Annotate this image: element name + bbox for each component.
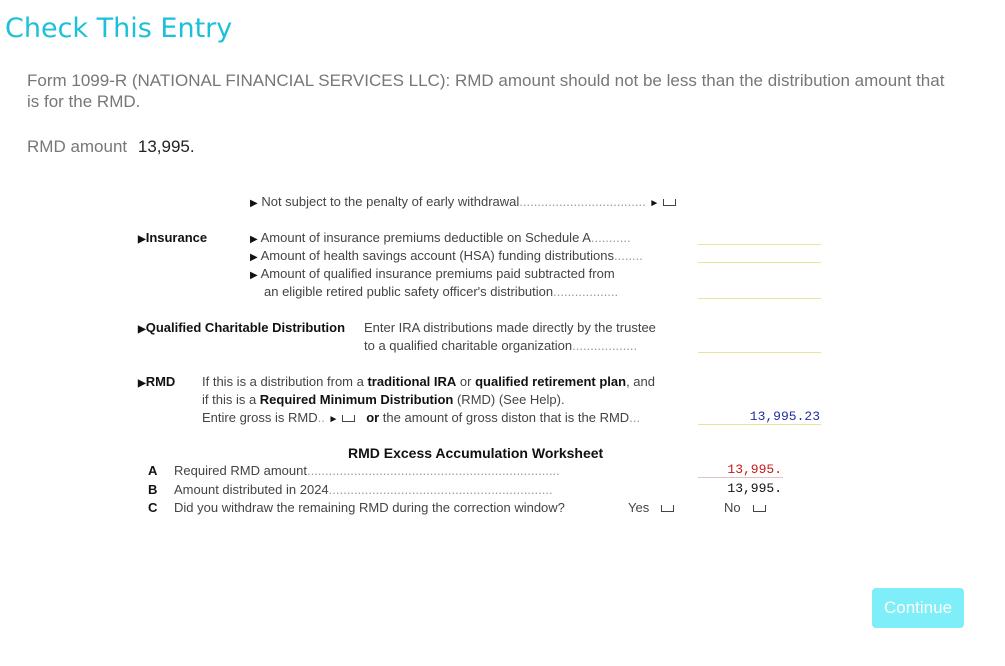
qualified-plan-text: qualified retirement plan [475, 374, 627, 389]
rmd-line-1 [202, 374, 655, 389]
entire-gross-checkbox[interactable] [342, 415, 355, 422]
insurance-label: Insurance [145, 230, 208, 245]
qcd-line-2-label: to a qualified charitable organization [364, 338, 573, 353]
qcd-label: Qualified Charitable Distribution [145, 320, 346, 335]
no-checkbox[interactable] [753, 505, 766, 512]
qcd-section [138, 320, 345, 335]
required-rmd-label: Required RMD amount [174, 463, 307, 478]
traditional-ira-text: traditional IRA [367, 374, 457, 389]
rmd-line-1-text: If this is a distribution from a [202, 374, 368, 389]
required-rmd-value[interactable]: 13,995. [727, 462, 782, 477]
rmd-line-2 [202, 392, 565, 407]
qcd-line-1: Enter IRA distributions made directly by the trustee [364, 320, 656, 335]
rmd-portion-label: the amount of gross diston that is the RMD [379, 410, 630, 425]
leader-dots: ...................................................................... [306, 463, 560, 478]
row-letter-c: C [148, 500, 158, 515]
yes-checkbox[interactable] [661, 505, 674, 512]
triangle-icon: ▶ [250, 234, 258, 245]
rmd-amount-label: RMD amount [27, 137, 128, 156]
not-subject-checkbox[interactable] [663, 199, 676, 206]
yes-label: Yes [628, 500, 650, 515]
row-letter-a: A [148, 463, 158, 478]
leader-dots: ................................... [519, 194, 646, 209]
rmd-amount-field [27, 137, 195, 157]
rmd-term-text: Required Minimum Distribution [259, 392, 454, 407]
rmd-portion-value[interactable]: 13,995.23 [749, 409, 820, 424]
triangle-icon: ▶ [250, 252, 258, 263]
arrow-icon: ► [649, 198, 660, 209]
leader-dots: ........... [590, 230, 631, 245]
triangle-icon: ▶ [250, 270, 258, 281]
insurance-section [138, 230, 207, 245]
row-letter-b: B [148, 482, 158, 497]
insurance-line-1-label: Amount of insurance premiums deductible on Schedule A [260, 230, 591, 245]
public-safety-premium-input[interactable] [698, 284, 821, 299]
leader-dots: .............................................................. [328, 482, 553, 497]
qcd-amount-input[interactable] [698, 338, 821, 353]
rmd-label: RMD [145, 374, 176, 389]
rmd-line-1-or: or [456, 374, 476, 389]
triangle-icon: ▶ [138, 324, 146, 335]
hsa-funding-input[interactable] [698, 248, 821, 263]
insurance-line-3-label: Amount of qualified insurance premiums paid subtracted from [260, 266, 615, 281]
page-title: Check This Entry [5, 13, 233, 44]
leader-dots: ........ [613, 248, 643, 263]
schedule-a-premium-input[interactable] [698, 230, 821, 245]
rmd-line-3 [202, 410, 640, 425]
entire-gross-label: Entire gross is RMD [202, 410, 318, 425]
amount-distributed-value: 13,995. [727, 481, 782, 496]
or-text: or [366, 410, 380, 425]
amount-distributed-label: Amount distributed in 2024 [174, 482, 329, 497]
yes-option[interactable] [628, 500, 674, 515]
not-subject-row [250, 194, 676, 209]
rmd-line-2-text: if this is a [202, 392, 260, 407]
error-message: Form 1099-R (NATIONAL FINANCIAL SERVICES LLC): RMD amount should not be less than the distribution amount that is for the RMD. [27, 71, 945, 111]
correction-window-question: Did you withdraw the remaining RMD during the correction window? [174, 500, 565, 515]
arrow-icon: ► [328, 414, 339, 425]
insurance-line-3 [250, 266, 615, 281]
insurance-line-1 [250, 230, 631, 245]
required-rmd-row [174, 463, 560, 478]
not-subject-label: Not subject to the penalty of early withdrawal [261, 194, 520, 209]
leader-dots: .................. [572, 338, 638, 353]
triangle-icon: ▶ [138, 378, 146, 389]
form-1099r-snippet [130, 190, 840, 525]
insurance-line-4-label: an eligible retired public safety officer's distribution [264, 284, 554, 299]
no-label: No [724, 500, 741, 515]
continue-button[interactable]: Continue [872, 588, 964, 628]
worksheet-title: RMD Excess Accumulation Worksheet [348, 445, 604, 461]
no-option[interactable] [724, 500, 766, 515]
leader-dots: .................. [553, 284, 619, 299]
insurance-line-2 [250, 248, 643, 263]
insurance-line-2-label: Amount of health savings account (HSA) funding distributions [260, 248, 614, 263]
rmd-section [138, 374, 175, 389]
rmd-amount-value: 13,995. [137, 137, 195, 156]
triangle-icon: ▶ [250, 198, 258, 209]
rmd-line-1-end: , and [626, 374, 655, 389]
insurance-line-4 [264, 284, 618, 299]
qcd-line-2 [364, 338, 637, 353]
leader-dots: ... [629, 410, 641, 425]
amount-distributed-row [174, 482, 553, 497]
leader-dots: .. [317, 410, 325, 425]
rmd-line-2-end: (RMD) (See Help). [453, 392, 565, 407]
triangle-icon: ▶ [138, 234, 146, 245]
